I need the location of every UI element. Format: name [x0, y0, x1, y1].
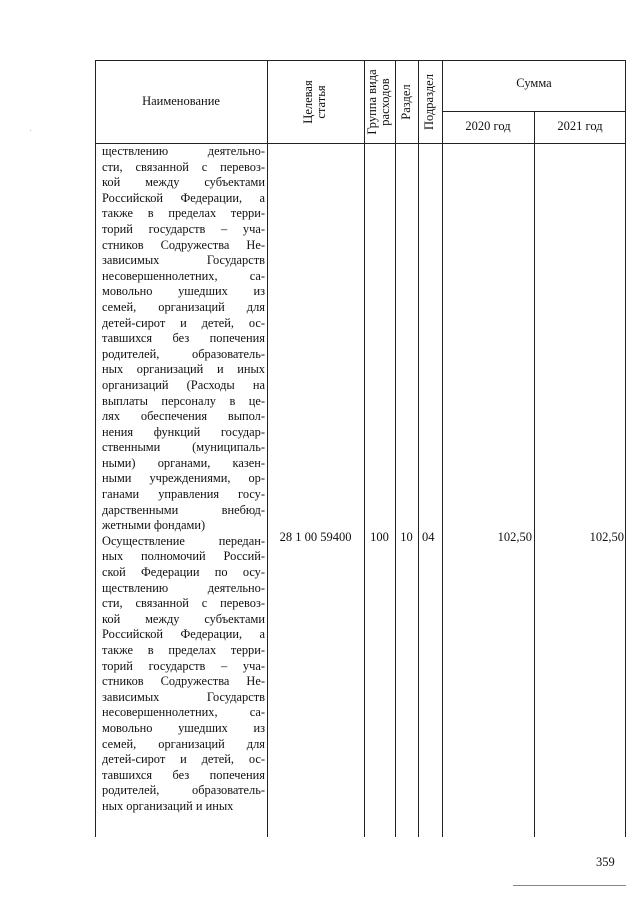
row-subsection: 04	[422, 530, 435, 544]
col-divider-section	[418, 60, 419, 837]
header-section	[400, 71, 414, 133]
name-line: ных полномочий Россий-	[102, 549, 265, 564]
header-subsection-text: Подраздел	[422, 74, 436, 130]
name-line: кой между субъектами	[102, 175, 265, 190]
header-expense-group	[366, 65, 394, 139]
col-divider-name	[267, 60, 268, 837]
name-line: торий государств – уча-	[102, 221, 265, 236]
name-line: сти, связанной с перевоз-	[102, 596, 265, 611]
header-expense-group-text: Группа вида расходов	[365, 69, 392, 135]
name-line: Российской Федерации, а	[102, 190, 265, 205]
header-name: Наименование	[142, 94, 220, 108]
name-line: лях обеспечения выпол-	[102, 409, 265, 424]
header-year-2020: 2020 год	[465, 119, 511, 133]
name-line: ных организаций и иных	[102, 362, 265, 377]
name-line: ской Федерации по осу-	[102, 565, 265, 580]
row-name-text	[102, 144, 265, 815]
header-section-text: Раздел	[399, 84, 413, 120]
table-border-left	[95, 60, 96, 837]
name-line: торий государств – уча-	[102, 658, 265, 673]
name-line: мовольно ушедших из	[102, 284, 265, 299]
header-target-article-text: Целевая статья	[301, 80, 328, 124]
name-line: стников Содружества Не-	[102, 237, 265, 252]
name-line: дарственными внебюд-	[102, 502, 265, 517]
name-line: ществлению деятельно-	[102, 144, 265, 158]
name-line: тавшихся без попечения	[102, 767, 265, 782]
name-line: семей, организаций для	[102, 736, 265, 751]
name-line: родителей, образователь-	[102, 346, 265, 361]
name-line: ными учреждениями, ор-	[102, 471, 265, 486]
name-line: несовершеннолетних, са-	[102, 705, 265, 720]
page-number: 359	[596, 855, 615, 869]
name-line: ганами управления госу-	[102, 487, 265, 502]
header-year-2021: 2021 год	[557, 119, 603, 133]
name-line: организаций (Расходы на	[102, 377, 265, 392]
name-line: Российской Федерации, а	[102, 627, 265, 642]
name-line: детей-сирот и детей, ос-	[102, 315, 265, 330]
name-line: детей-сирот и детей, ос-	[102, 752, 265, 767]
header-subsection	[423, 65, 437, 139]
header-sum: Сумма	[516, 76, 552, 90]
col-divider-group	[395, 60, 396, 837]
row-sum-2020: 102,50	[497, 530, 532, 544]
name-line: зависимых Государств	[102, 689, 265, 704]
name-line: жетными фондами)	[102, 518, 206, 533]
header-target-article	[302, 72, 330, 132]
table-border-right	[625, 60, 626, 837]
name-line: стников Содружества Не-	[102, 674, 265, 689]
footer-line	[513, 885, 626, 886]
row-sum-2021: 102,50	[589, 530, 624, 544]
name-line: также в пределах терри-	[102, 206, 265, 221]
name-line: ственными (муниципаль-	[102, 440, 265, 455]
name-line: зависимых Государств	[102, 253, 265, 268]
scan-mark	[30, 130, 31, 131]
name-line: родителей, образователь-	[102, 783, 265, 798]
name-line: нения функций государ-	[102, 424, 265, 439]
name-line: несовершеннолетних, са-	[102, 268, 265, 283]
row-section: 10	[400, 530, 413, 544]
row-target-article: 28 1 00 59400	[279, 530, 352, 544]
name-line: также в пределах терри-	[102, 643, 265, 657]
name-line: тавшихся без попечения	[102, 331, 265, 346]
name-line: ными) органами, казен-	[102, 455, 265, 470]
name-line: ных организаций и иных	[102, 798, 234, 813]
name-line: мовольно ушедших из	[102, 720, 265, 735]
col-divider-years	[534, 111, 535, 837]
row-expense-group: 100	[370, 530, 389, 544]
name-line: выплаты персоналу в це-	[102, 393, 265, 408]
sum-subheader-line	[442, 111, 626, 112]
col-divider-article	[364, 60, 365, 837]
name-line: Осуществление передан-	[102, 533, 265, 548]
table-border-top	[95, 60, 626, 61]
name-line: семей, организаций для	[102, 299, 265, 314]
budget-table	[95, 60, 626, 837]
name-line: ществлению деятельно-	[102, 580, 265, 595]
name-line: сти, связанной с перевоз-	[102, 159, 265, 174]
name-line: кой между субъектами	[102, 611, 265, 626]
col-divider-subsection	[442, 60, 443, 837]
